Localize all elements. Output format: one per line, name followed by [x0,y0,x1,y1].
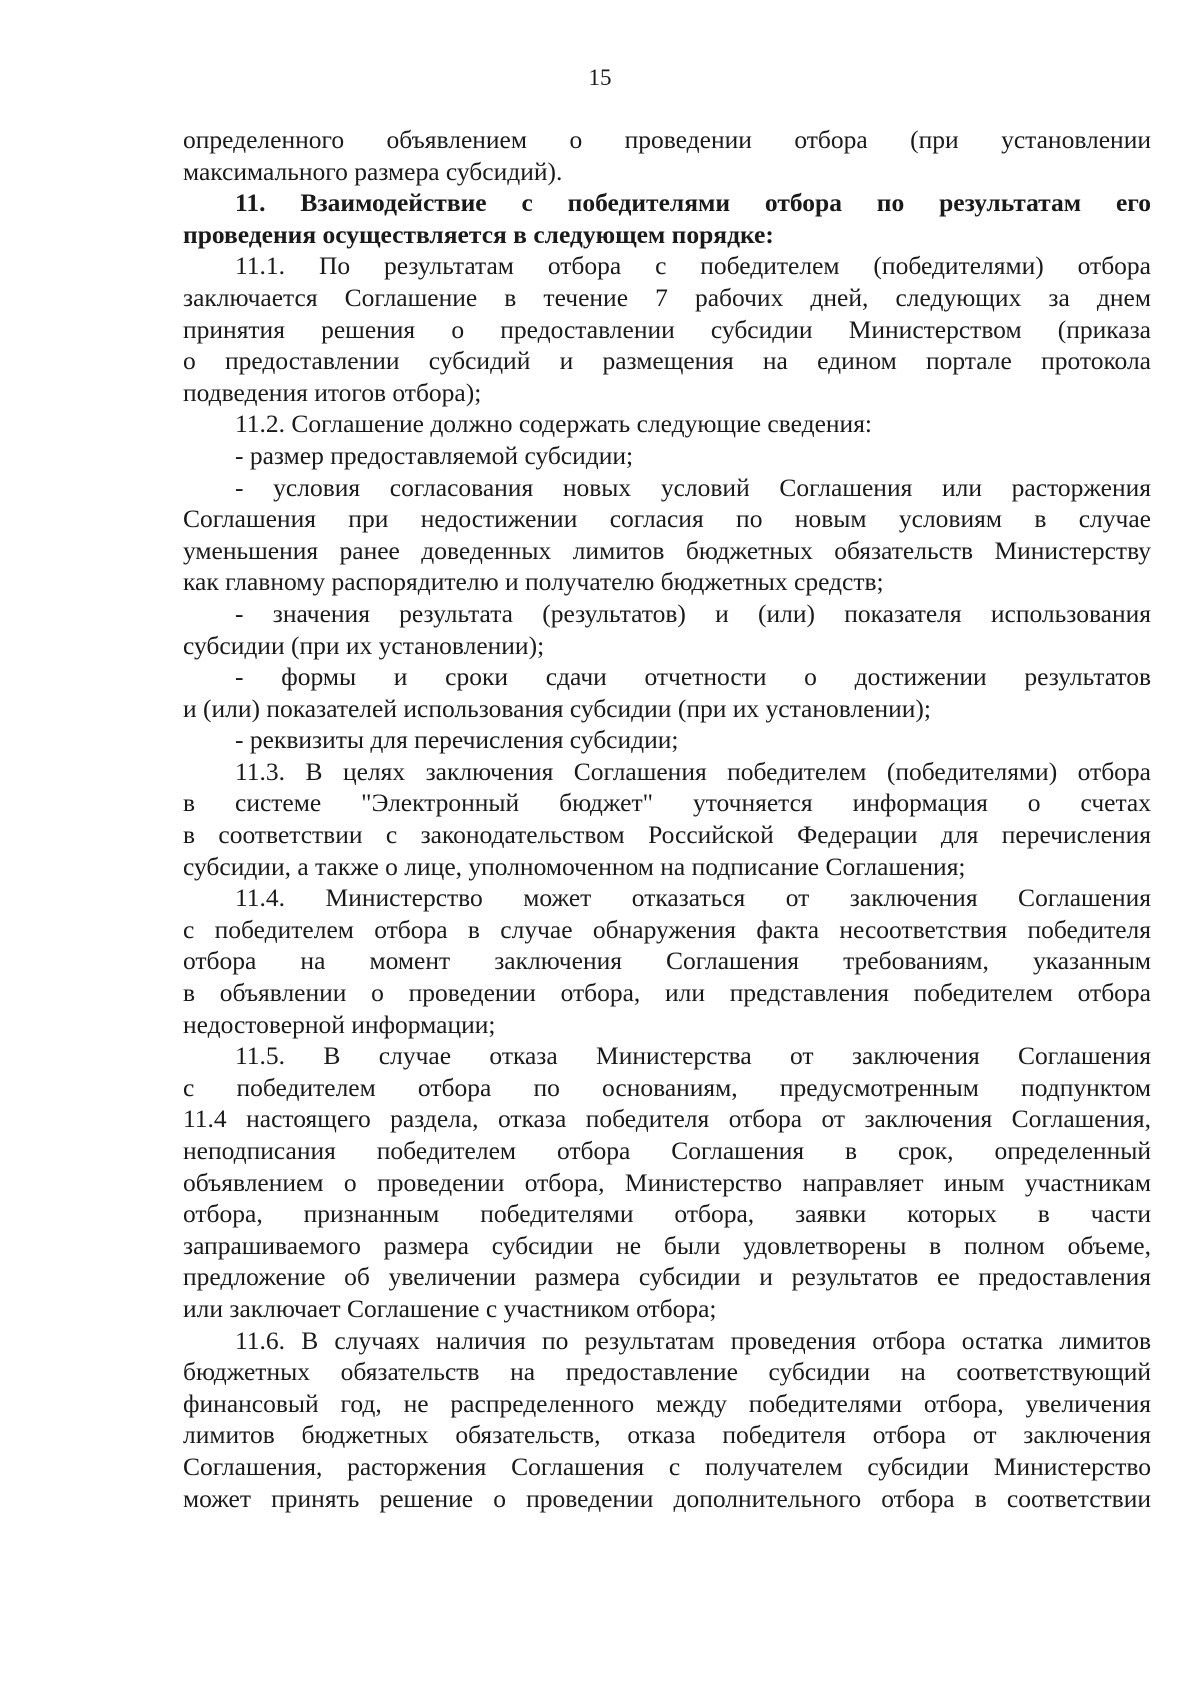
paragraph-p12 [183,1325,1151,1515]
text-line: подведения итогов отбора); [183,377,482,407]
text-line: - значения результата (результатов) и (или) показателя использования [235,598,1151,628]
text-line: объявлением о проведении отбора, Министерство направляет иным участникам [183,1167,1151,1197]
text-line: - размер предоставляемой субсидии; [235,440,634,470]
text-line: принятия решения о предоставлении субсидии Министерством (приказа [183,314,1151,344]
paragraph-p3 [183,408,1151,440]
text-line: 11.4. Министерство может отказаться от заключения Соглашения [235,883,1151,913]
paragraph-p1 [183,187,1151,250]
paragraph-p0 [183,124,1151,187]
text-line: 11.3. В целях заключения Соглашения победителем (победителями) отбора [235,756,1151,786]
text-line: о предоставлении субсидий и размещения на едином портале протокола [183,346,1151,376]
text-line: - реквизиты для перечисления субсидии; [235,725,679,755]
paragraph-p2 [183,250,1151,408]
text-line: заключается Соглашение в течение 7 рабочих дней, следующих за днем [183,282,1151,312]
text-line: может принять решение о проведении дополнительного отбора в соответствии [183,1483,1151,1513]
text-line: с победителем отбора в случае обнаружения факта несоответствия победителя [183,914,1151,944]
paragraph-p9 [183,756,1151,882]
paragraph-p11 [183,1040,1151,1324]
paragraph-p5 [183,472,1151,598]
page-number: 15 [588,65,612,90]
paragraph-p7 [183,661,1151,724]
text-line: Соглашения при недостижении согласия по новым условиям в случае [183,504,1151,534]
text-line: бюджетных обязательств на предоставление субсидии на соответствующий [183,1357,1151,1387]
text-line: определенного объявлением о проведении отбора (при установлении [183,125,1151,154]
text-line: - формы и сроки сдачи отчетности о достижении результатов [235,662,1151,692]
text-line: как главному распорядителю и получателю бюджетных средств; [183,567,884,597]
text-line: финансовый год, не распределенного между победителями отбора, увеличения [183,1388,1151,1418]
text-line: и (или) показателей использования субсидии (при их установлении); [183,693,932,723]
text-line: лимитов бюджетных обязательств, отказа победителя отбора от заключения [183,1420,1151,1450]
text-line: в объявлении о проведении отбора, или представления победителем отбора [183,978,1151,1008]
document-body [183,124,1151,1514]
text-line: 11.1. По результатам отбора с победителем (победителями) отбора [235,251,1151,281]
text-line: отбора, признанным победителями отбора, заявки которых в части [183,1199,1151,1229]
paragraph-p8 [183,724,1151,756]
text-line: неподписания победителем отбора Соглашения в срок, определенный [183,1136,1151,1165]
text-line: 11.6. В случаях наличия по результатам проведения отбора остатка лимитов [235,1325,1151,1355]
text-line: 11.4 настоящего раздела, отказа победителя отбора от заключения Соглашения, [183,1104,1151,1134]
text-line: или заключает Соглашение с участником отбора; [183,1293,717,1323]
text-line: предложение об увеличении размера субсидии и результатов ее предоставления [183,1262,1151,1292]
text-line: 11.5. В случае отказа Министерства от заключения Соглашения [235,1041,1151,1071]
text-line: в системе "Электронный бюджет" уточняется информация о счетах [183,788,1151,818]
text-line: с победителем отбора по основаниям, предусмотренным подпунктом [183,1072,1151,1102]
text-line: субсидии (при их установлении); [183,630,545,660]
paragraph-p10 [183,882,1151,1040]
text-line: максимального размера субсидий). [183,156,563,186]
text-line: отбора на момент заключения Соглашения требованиям, указанным [183,946,1151,976]
text-line: субсидии, а также о лице, уполномоченном на подписание Соглашения; [183,851,966,881]
text-line: 11.2. Соглашение должно содержать следующие сведения: [235,409,873,439]
text-line: в соответствии с законодательством Российской Федерации для перечисления [183,820,1151,850]
text-line: запрашиваемого размера субсидии не были удовлетворены в полном объеме, [183,1230,1151,1260]
text-line: проведения осуществляется в следующем порядке: [183,219,774,249]
text-line: 11. Взаимодействие с победителями отбора по результатам его [235,188,1151,218]
text-line: уменьшения ранее доведенных лимитов бюджетных обязательств Министерству [183,535,1151,565]
paragraph-p4 [183,440,1151,472]
text-line: - условия согласования новых условий Соглашения или расторжения [235,472,1151,502]
text-line: недостоверной информации; [183,1009,496,1039]
paragraph-p6 [183,598,1151,661]
text-line: Соглашения, расторжения Соглашения с получателем субсидии Министерство [183,1451,1151,1481]
